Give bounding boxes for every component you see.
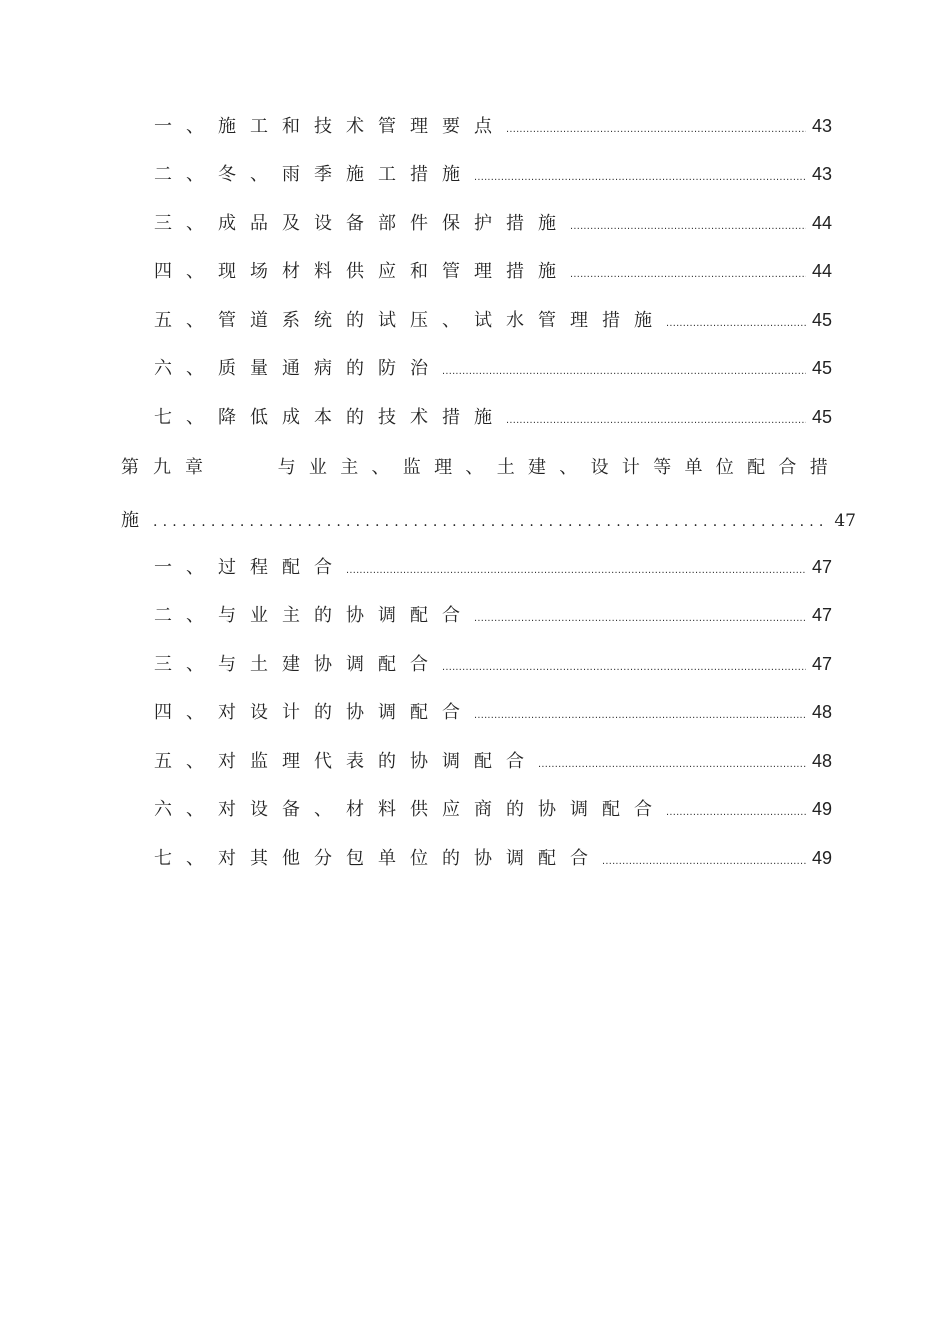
toc-entry[interactable] xyxy=(154,749,832,773)
dot-leader xyxy=(442,359,806,383)
toc-chapter-heading[interactable] xyxy=(121,455,841,481)
toc-entry[interactable] xyxy=(154,405,832,429)
toc-entry[interactable] xyxy=(154,555,832,579)
toc-entry[interactable] xyxy=(154,308,832,332)
toc-entry-page: 44 xyxy=(811,213,832,233)
toc-entry[interactable] xyxy=(154,700,832,724)
toc-entry[interactable] xyxy=(154,797,832,821)
dot-leader xyxy=(153,509,822,535)
toc-entry-label: 六、质量通病的防治 xyxy=(154,358,442,379)
toc-entry-page: 43 xyxy=(811,164,832,184)
toc-entry-page: 47 xyxy=(811,654,832,674)
toc-entry-page: 44 xyxy=(811,261,832,281)
toc-entry-page: 48 xyxy=(811,702,832,722)
dot-leader xyxy=(346,558,806,582)
toc-entry-label: 五、管道系统的试压、试水管理措施 xyxy=(154,310,666,331)
toc-entry-label: 一、施工和技术管理要点 xyxy=(154,116,506,137)
toc-entry[interactable] xyxy=(154,356,832,380)
toc-entry-page: 47 xyxy=(811,605,832,625)
toc-entry-page: 49 xyxy=(811,848,832,868)
toc-entry-label: 二、冬、雨季施工措施 xyxy=(154,164,474,185)
toc-entry-page: 49 xyxy=(811,799,832,819)
dot-leader xyxy=(570,262,806,286)
dot-leader xyxy=(506,408,806,432)
toc-entry-page: 48 xyxy=(811,751,832,771)
toc-entry[interactable] xyxy=(154,652,832,676)
chapter-number: 第九章 xyxy=(121,457,217,478)
toc-entry-label: 三、与土建协调配合 xyxy=(154,654,442,675)
toc-entry[interactable] xyxy=(154,259,832,283)
toc-entry-page: 43 xyxy=(811,116,832,136)
toc-entry[interactable] xyxy=(154,114,832,138)
toc-entry-page: 45 xyxy=(811,358,832,378)
dot-leader xyxy=(506,117,806,141)
toc-entry[interactable] xyxy=(154,603,832,627)
toc-entry-label: 七、对其他分包单位的协调配合 xyxy=(154,848,602,869)
dot-leader xyxy=(442,655,806,679)
toc-entry-label: 七、降低成本的技术措施 xyxy=(154,407,506,428)
dot-leader xyxy=(666,311,806,335)
toc-entry[interactable] xyxy=(154,211,832,235)
chapter-page: 47 xyxy=(834,511,856,531)
toc-entry-label: 六、对设备、材料供应商的协调配合 xyxy=(154,799,666,820)
toc-entry-label: 四、现场材料供应和管理措施 xyxy=(154,261,570,282)
dot-leader xyxy=(474,606,806,630)
dot-leader xyxy=(666,800,806,824)
toc-entry-page: 45 xyxy=(811,310,832,330)
chapter-title-continued: 施 xyxy=(121,510,139,531)
dot-leader xyxy=(570,214,806,238)
toc-entry-label: 五、对监理代表的协调配合 xyxy=(154,751,538,772)
toc-entry-label: 三、成品及设备部件保护措施 xyxy=(154,213,570,234)
toc-entry-label: 一、过程配合 xyxy=(154,557,346,578)
dot-leader xyxy=(602,849,806,873)
chapter-title: 与业主、监理、土建、设计等单位配合措 xyxy=(277,457,841,478)
dot-leader xyxy=(474,165,806,189)
dot-leader xyxy=(474,703,806,727)
dot-leader xyxy=(538,752,806,776)
toc-entry-label: 二、与业主的协调配合 xyxy=(154,605,474,626)
toc-entry[interactable] xyxy=(154,846,832,870)
toc-chapter-heading-continued[interactable] xyxy=(121,508,856,534)
toc-entry-page: 45 xyxy=(811,407,832,427)
toc-entry-page: 47 xyxy=(811,557,832,577)
toc-entry[interactable] xyxy=(154,162,832,186)
toc-entry-label: 四、对设计的协调配合 xyxy=(154,702,474,723)
